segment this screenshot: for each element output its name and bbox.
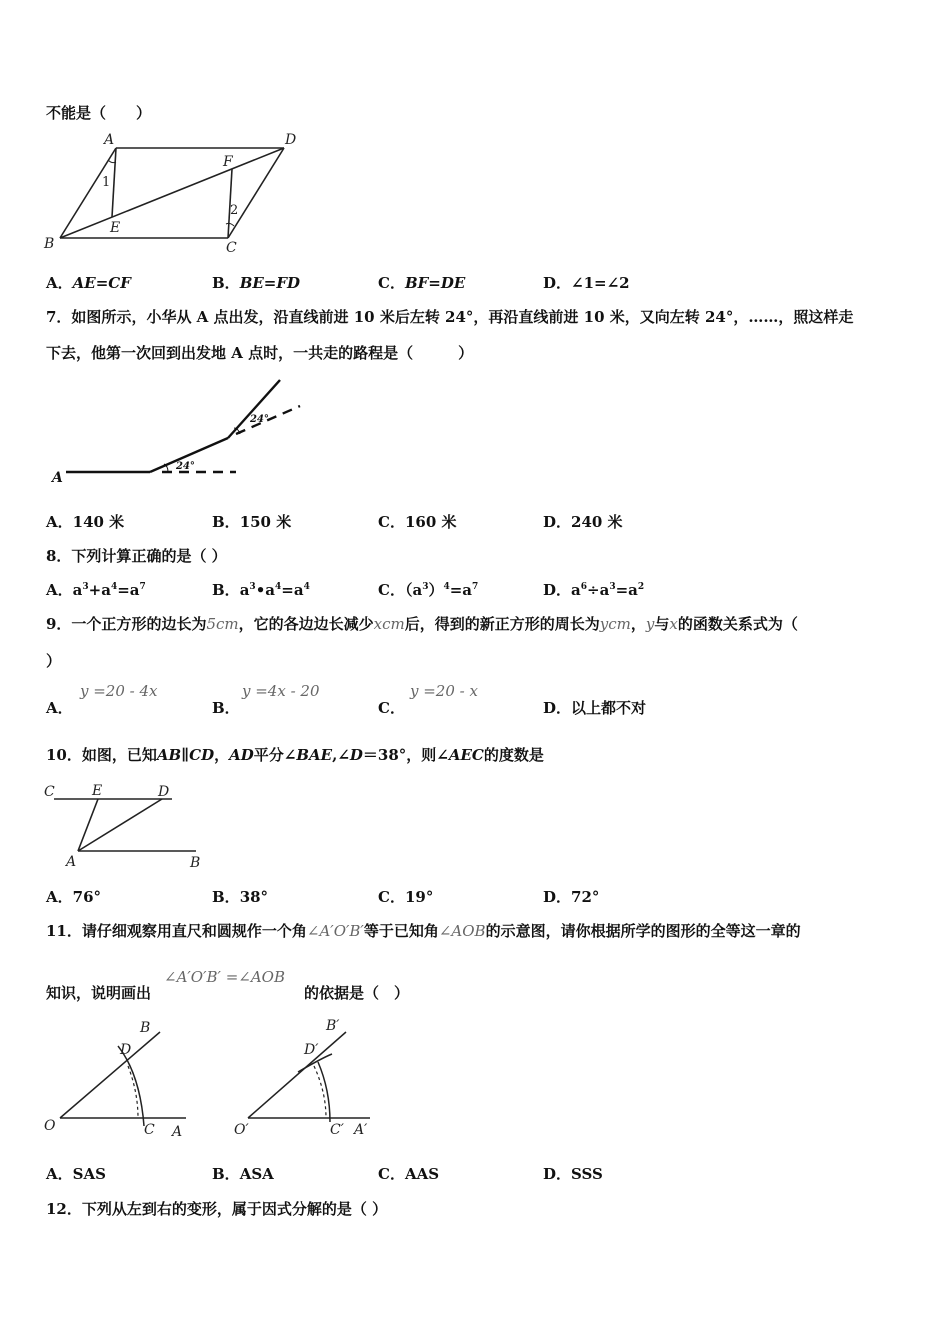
q10-parallel-lines-figure (40, 780, 220, 870)
q6-stem-tail: 不能是（ ） (46, 104, 152, 122)
q10-label-B: B (190, 855, 201, 870)
q7-label-A: A (52, 470, 63, 486)
q9-option-b-formula: y =4x - 20 (242, 682, 320, 700)
q11-stem-line2-tail: 的依据是（ ） (304, 984, 410, 1002)
q6-seg-AB (60, 148, 116, 238)
q10-label-E: E (92, 783, 103, 799)
q11-formula: ∠A′O′B′ =∠AOB (164, 968, 285, 986)
q6-option-d[interactable]: D．∠1=∠2 (543, 274, 630, 292)
q8-option-a[interactable]: A．$a^3+a^4=a^7$ (46, 581, 146, 599)
q11-fig2-label-A: A′ (354, 1122, 368, 1138)
q9-stem-line1: 9．一个正方形的边长为5cm，它的各边边长减少xcm后，得到的新正方形的周长为ycm，y与x的函数关系式为（ (46, 615, 798, 633)
q10-option-c[interactable]: C．19° (378, 888, 434, 906)
q10-option-d[interactable]: D．72° (543, 888, 600, 906)
q11-copied-angle-figure (230, 1018, 390, 1148)
q11-fig1-label-D: D (120, 1042, 132, 1058)
q7-option-d[interactable]: D．240 米 (543, 513, 623, 531)
q11-option-b[interactable]: B．ASA (212, 1165, 274, 1183)
q6-option-a[interactable]: A．AE=CF (46, 274, 131, 292)
q8-option-d[interactable]: D．$a^6\div a^3=a^2$ (543, 581, 645, 599)
q11-option-d[interactable]: D．SSS (543, 1165, 603, 1183)
q11-original-angle-figure (40, 1018, 200, 1148)
q9-option-a-formula: y =20 - 4x (80, 682, 158, 700)
q9-option-a[interactable]: A． (46, 699, 73, 717)
q11-fig1-label-B: B (140, 1020, 151, 1036)
q6-seg-AE (112, 148, 116, 217)
q11-stem-line2: 知识，说明画出 (46, 984, 152, 1002)
q6-option-b[interactable]: B．BE=FD (212, 274, 301, 292)
q6-label-B: B (44, 236, 55, 252)
q10-option-b[interactable]: B．38° (212, 888, 269, 906)
q11-fig2-label-C: C′ (330, 1122, 344, 1138)
q7-stem-line1: 7．如图所示，小华从 A 点出发，沿直线前进 10 米后左转 24°，再沿直线前进 10 米，又向左转 24°，……，照这样走 (46, 308, 854, 326)
q6-label-A: A (104, 132, 115, 148)
q6-label-C: C (226, 240, 237, 256)
q10-label-A: A (66, 854, 77, 870)
q11-option-c[interactable]: C．AAS (378, 1165, 440, 1183)
q6-label-2: 2 (230, 203, 239, 218)
q6-seg-BD (60, 148, 284, 238)
q6-label-1: 1 (102, 175, 111, 190)
q10-stem: 10．如图，已知AB∥CD，AD平分∠BAE,∠D＝38°，则∠AEC的度数是 (46, 746, 544, 764)
q6-parallelogram-figure (40, 128, 310, 258)
q6-label-D: D (285, 132, 297, 148)
q8-option-b[interactable]: B．$a^3•a^4=a^4$ (212, 581, 310, 599)
q11-stem-line1: 11．请仔细观察用直尺和圆规作一个角∠A′O′B′等于已知角∠AOB的示意图，请你根据所学的图形的全等这一章的 (46, 922, 801, 940)
q9-option-d[interactable]: D．以上都不对 (543, 699, 647, 717)
q8-option-c[interactable]: C．$(a^3)^4=a^7$ (378, 581, 479, 599)
q9-option-b[interactable]: B． (212, 699, 240, 717)
q11-fig1-label-C: C (144, 1122, 155, 1138)
q9-option-c-formula: y =20 - x (410, 682, 478, 700)
q7-option-a[interactable]: A．140 米 (46, 513, 125, 531)
q8-stem: 8．下列计算正确的是（ ） (46, 547, 227, 565)
q9-stem-line2: ） (46, 652, 62, 670)
q7-option-b[interactable]: B．150 米 (212, 513, 292, 531)
q6-label-F: F (223, 154, 233, 170)
q9-option-c[interactable]: C． (378, 699, 405, 717)
q7-angle-label-1: 24° (176, 461, 195, 472)
q11-fig2-label-D: D′ (304, 1042, 319, 1058)
q10-label-C: C (44, 784, 55, 800)
q6-seg-DC (228, 148, 284, 238)
q12-stem: 12．下列从左到右的变形，属于因式分解的是（ ） (46, 1200, 388, 1218)
q11-fig2-label-O: O′ (234, 1122, 249, 1138)
q7-angle-label-2: 24° (250, 414, 269, 425)
q10-option-a[interactable]: A．76° (46, 888, 102, 906)
q11-fig1-label-O: O (44, 1118, 56, 1134)
q7-option-c[interactable]: C．160 米 (378, 513, 457, 531)
q11-fig1-label-A: A (172, 1124, 183, 1140)
q11-option-a[interactable]: A．SAS (46, 1165, 106, 1183)
q6-option-c[interactable]: C．BF=DE (378, 274, 466, 292)
q11-fig2-label-B: B′ (326, 1018, 340, 1034)
q7-path-figure (44, 372, 314, 492)
q6-label-E: E (110, 220, 121, 236)
q10-label-D: D (158, 784, 170, 800)
q7-stem-line2: 下去，他第一次回到出发地 A 点时，一共走的路程是（ ） (46, 344, 474, 362)
